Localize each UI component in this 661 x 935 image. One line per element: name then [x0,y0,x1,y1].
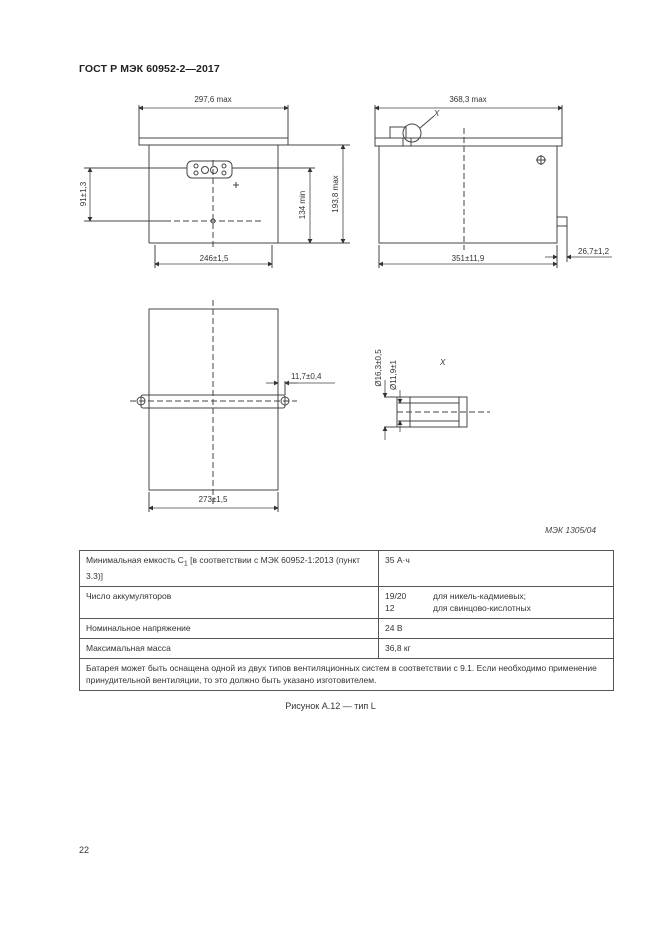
side-detail-label: X [434,109,440,118]
dim-side-bottom-width: 351±11,9 [451,254,485,263]
detail-title: X [440,358,446,367]
drawing-reference: МЭК 1305/04 [545,525,597,535]
table-note: Батарея может быть оснащена одной из двух типов вентиляционных систем в соответствии с 9.1. Если необходимо применение принудительной вентиляции, то это должно быть указано изготовителем. [80,658,614,690]
table-row [80,551,614,587]
dim-detail-inner-diam: Ø11,9±1 [389,359,398,391]
table-cell-label: Номинальное напряжение [80,618,379,638]
dim-side-top-width: 368,3 max [449,95,487,104]
dim-top-bottom-width: 273±1,5 [198,495,228,504]
figure-caption: Рисунок А.12 — тип L [285,701,376,711]
top-view [130,300,297,512]
table-row [80,618,614,638]
table-row [80,638,614,658]
table-cell-value: 35 А·ч [379,551,614,587]
dim-front-bottom-width: 246±1,5 [199,254,229,263]
table-cell-label: Число аккумуляторов [80,586,379,618]
table-cell-value: 24 В [379,618,614,638]
dim-detail-outer-diam: Ø16,3±0,5 [374,349,383,387]
table-cell-value: 19/20 для никель-кадмиевых; 12 для свинцово-кислотных [379,586,614,618]
dim-front-mid-height: 91±1,3 [79,181,88,207]
document-header: ГОСТ Р МЭК 60952-2—2017 [79,63,220,75]
page-number: 22 [79,845,90,855]
dim-side-offset: 26,7±1,2 [578,247,610,256]
table-cell-label: Минимальная емкость $C_1$ [в соответствии с МЭК 60952-1:2013 (пункт 3.3)] [80,551,379,587]
table-row [80,586,614,618]
dim-front-inner-height: 134 min [298,190,307,220]
table-cell-value: 36,8 кг [379,638,614,658]
table-cell-label: Максимальная масса [80,638,379,658]
spec-table [79,550,614,691]
side-view [375,105,567,268]
table-note-row [80,658,614,690]
dim-front-top-width: 297,6 max [194,95,232,104]
dim-top-handle: 11,7±0,4 [291,372,322,381]
dim-front-total-height: 193,8 max [331,175,340,213]
